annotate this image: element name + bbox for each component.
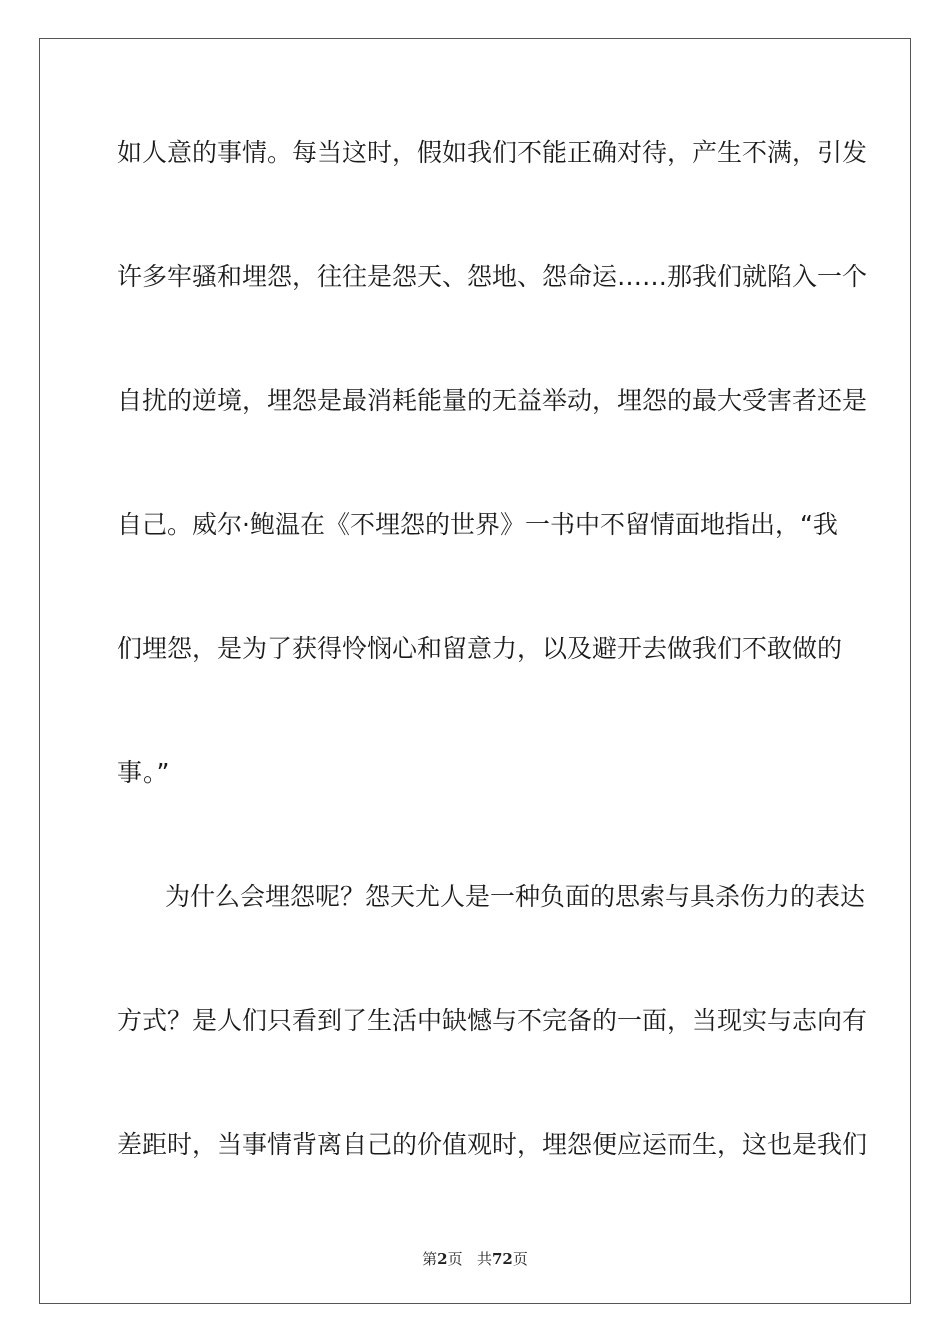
text-line-3: 自扰的逆境，埋怨是最消耗能量的无益举动，埋怨的最大受害者还是 [117,386,868,415]
footer-total-prefix: 共 [476,1250,492,1268]
text-line-8: 方式？是人们只看到了生活中缺憾与不完备的一面，当现实与志向有 [117,1006,868,1035]
footer-page-prefix: 第 [422,1250,438,1268]
text-line-6: 事。” [117,758,171,787]
text-line-5: 们埋怨，是为了获得怜悯心和留意力，以及避开去做我们不敢做的 [117,634,843,663]
footer-page-total: 72 [491,1250,513,1268]
text-line-1: 如人意的事情。每当这时，假如我们不能正确对待，产生不满，引发 [117,138,868,167]
footer-page-suffix: 页 [447,1250,463,1268]
page-border [39,38,911,1304]
text-line-7: 为什么会埋怨呢？怨天尤人是一种负面的思索与具杀伤力的表达 [165,882,866,911]
footer-total-suffix: 页 [512,1250,528,1268]
text-line-2: 许多牢骚和埋怨，往往是怨天、怨地、怨命运……那我们就陷入一个 [117,262,868,291]
footer-page-current: 2 [437,1250,448,1268]
text-line-9: 差距时，当事情背离自己的价值观时，埋怨便应运而生，这也是我们 [117,1130,868,1159]
page-footer [0,1248,950,1269]
text-line-4: 自己。威尔·鲍温在《不埋怨的世界》一书中不留情面地指出，“我 [117,510,838,539]
